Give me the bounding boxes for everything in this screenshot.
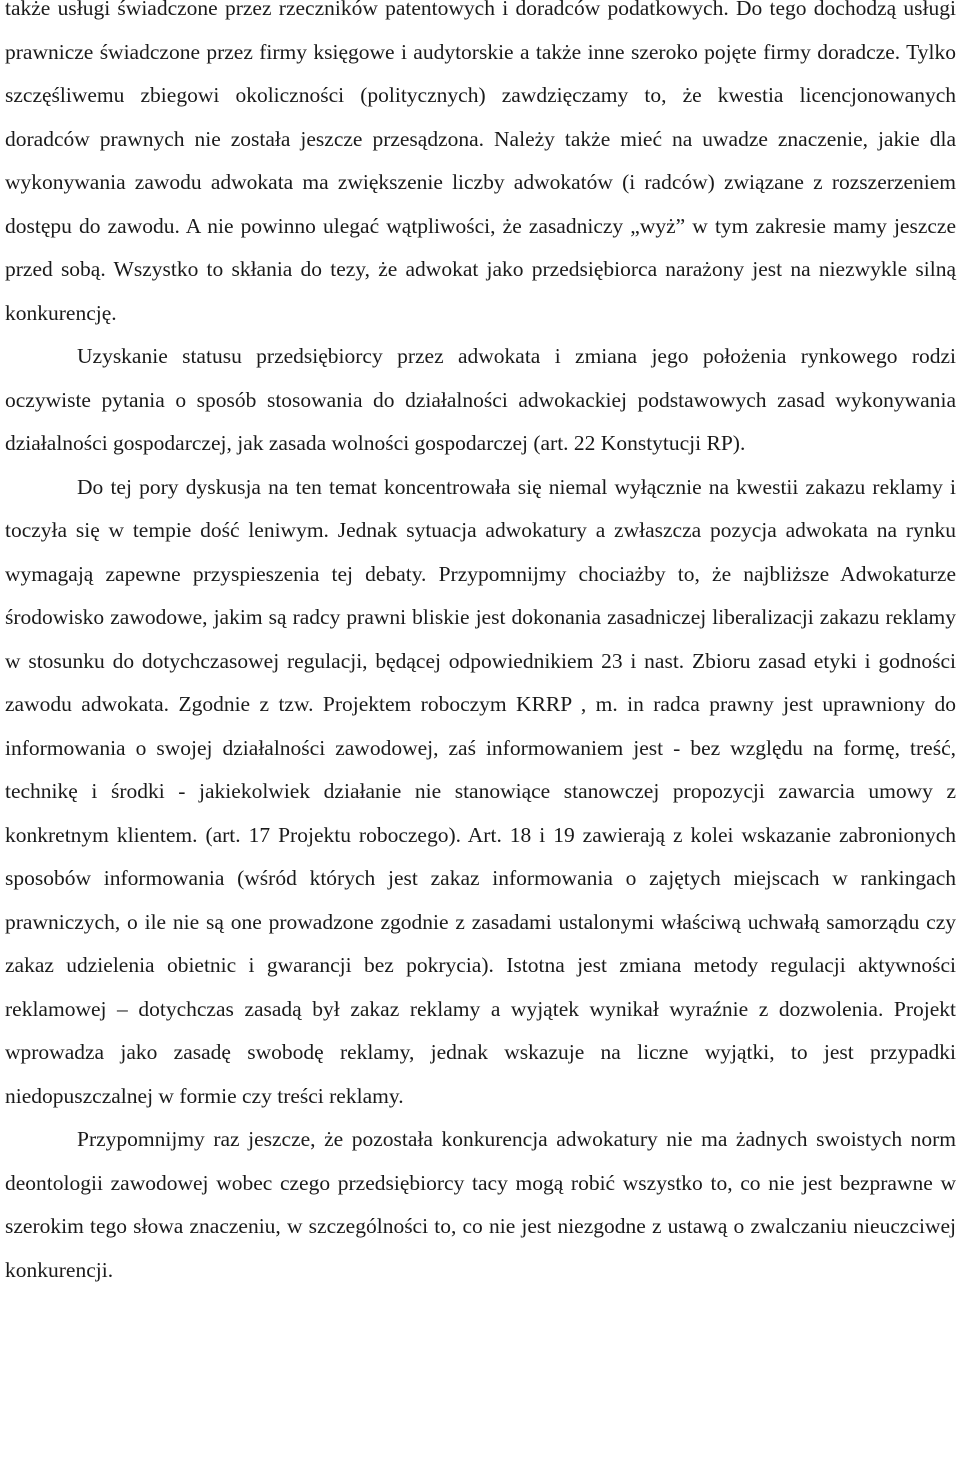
paragraph-2: Uzyskanie statusu przedsiębiorcy przez adwokata i zmiana jego położenia rynkowego rodzi oczywiste pytania o sposób stosowania do działalności adwokackiej podstawowych zasad wykonywania działalności gospodarczej, jak zasada wolności gospodarczej (art. 22 Konstytucji RP). [5, 344, 956, 455]
paragraph-4: Przypomnijmy raz jeszcze, że pozostała konkurencja adwokatury nie ma żadnych swoistych norm deontologii zawodowej wobec czego przedsiębiorcy tacy mogą robić wszystko to, co nie jest bezprawne w szerokim tego słowa znaczeniu, w szczególności to, co nie jest niezgodne z ustawą o zwalczaniu nieuczciwej konkurencji. [5, 1127, 956, 1282]
paragraph-3: Do tej pory dyskusja na ten temat koncentrowała się niemal wyłącznie na kwestii zakazu reklamy i toczyła się w tempie dość leniwym. Jednak sytuacja adwokatury a zwłaszcza pozycja adwokata na rynku wymagają zapewne przyspieszenia tej debaty. Przypomnijmy chociażby to, że najbliższe Adwokaturze środowisko zawodowe, jakim są radcy prawni bliskie jest dokonania zasadniczej liberalizacji zakazu reklamy w stosunku do dotychczasowej regulacji, będącej odpowiednikiem 23 i nast. Zbioru zasad etyki i godności zawodu adwokata. Zgodnie z tzw. Projektem roboczym KRRP , m. in radca prawny jest uprawniony do informowania o swojej działalności zawodowej, zaś informowaniem jest - bez względu na formę, treść, technikę i środki - jakiekolwiek działanie nie stanowiące stanowczej propozycji zawarcia umowy z konkretnym klientem. (art. 17 Projektu roboczego). Art. 18 i 19 zawierają z kolei wskazanie zabronionych sposobów informowania (wśród których jest zakaz informowania o zajętych miejscach w rankingach prawniczych, o ile nie są one prowadzone zgodnie z zasadami ustalonymi właściwą uchwałą samorządu czy zakaz udzielenia obietnic i gwarancji bez pokrycia). Istotna jest zmiana metody regulacji aktywności reklamowej – dotychczas zasadą był zakaz reklamy a wyjątek wynikał wyraźnie z dozwolenia. Projekt wprowadza jako zasadę swobodę reklamy, jednak wskazuje na liczne wyjątki, to jest przypadki niedopuszczalnej w formie czy treści reklamy. [5, 474, 956, 1108]
paragraph-1: także usługi świadczone przez rzeczników patentowych i doradców podatkowych. Do tego dochodzą usługi prawnicze świadczone przez firmy księgowe i audytorskie a także inne szeroko pojęte firmy doradcze. Tylko szczęśliwemu zbiegowi okoliczności (politycznych) zawdzięczamy to, że kwestia licencjonowanych doradców prawnych nie została jeszcze przesądzona. Należy także mieć na uwadze znaczenie, jakie dla wykonywania zawodu adwokata ma zwiększenie liczby adwokatów (i radców) związane z rozszerzeniem dostępu do zawodu. A nie powinno ulegać wątpliwości, że zasadniczy „wyż” w tym zakresie mamy jeszcze przed sobą. Wszystko to skłania do tezy, że adwokat jako przedsiębiorca narażony jest na niezwykle silną konkurencję. [5, 0, 956, 325]
